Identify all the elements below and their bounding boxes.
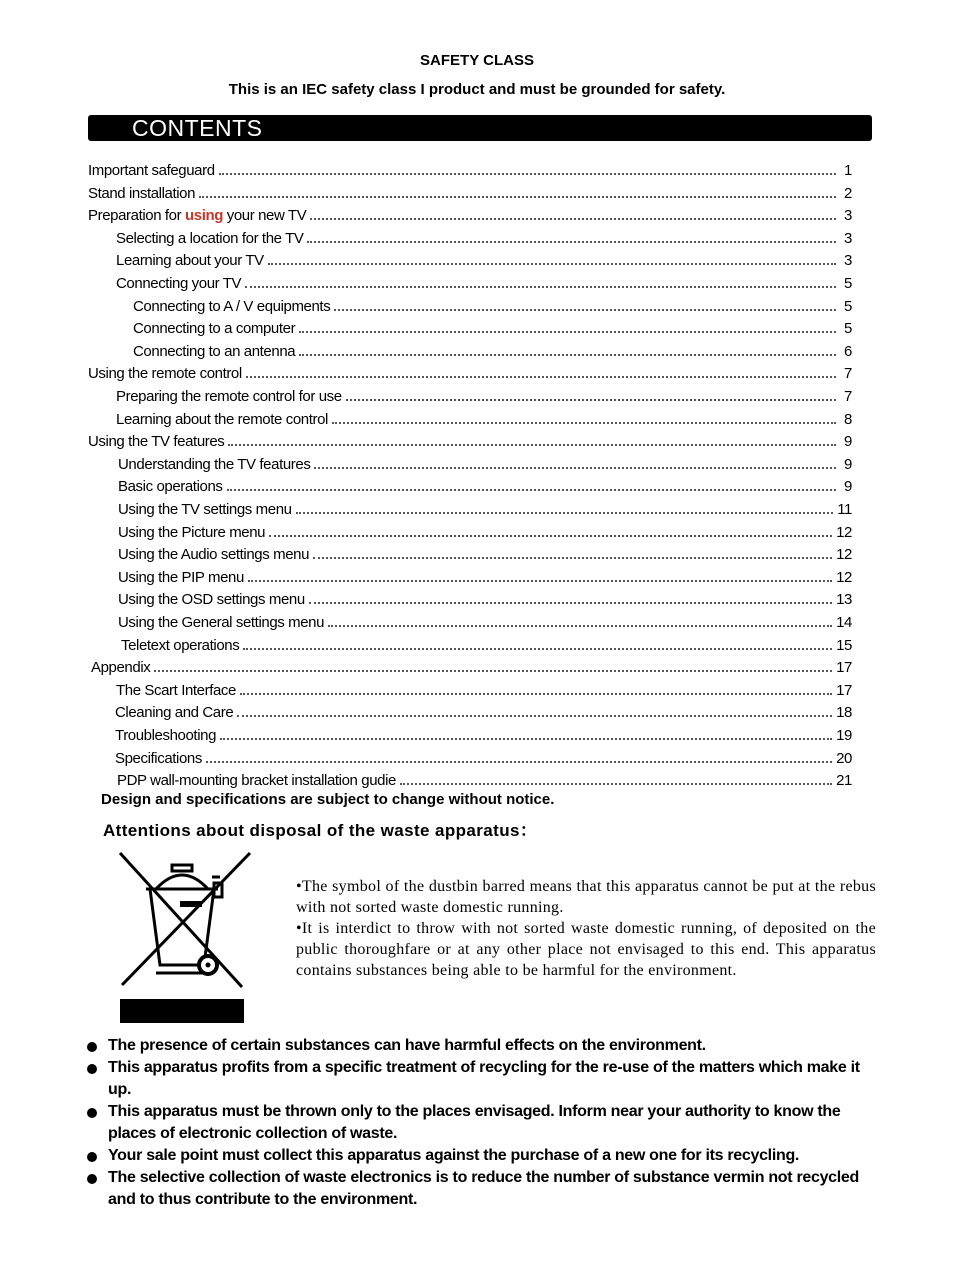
- disposal-description: [296, 876, 876, 981]
- toc-leader-dots: [334, 309, 836, 311]
- toc-row[interactable]: [115, 704, 852, 726]
- toc-leader-dots: [237, 715, 832, 717]
- toc-leader-dots: [206, 761, 832, 763]
- toc-label: Important safeguard: [88, 162, 215, 179]
- toc-label: Using the Audio settings menu: [118, 546, 310, 564]
- toc-page-number: 21: [836, 772, 852, 790]
- toc-label: Connecting to a computer: [133, 320, 296, 338]
- toc-label: Using the Picture menu: [118, 523, 266, 541]
- toc-leader-dots: [299, 331, 836, 333]
- toc-page-number: 15: [836, 636, 852, 654]
- toc-leader-dots: [245, 286, 836, 288]
- list-item: [86, 1167, 886, 1211]
- toc-label: Using the General settings menu: [118, 614, 325, 631]
- toc-label-highlight: using: [185, 207, 223, 225]
- toc-label: Cleaning and Care: [115, 704, 234, 722]
- toc-page-number: 17: [836, 681, 852, 699]
- toc-page-number: 5: [844, 275, 852, 292]
- toc-page-number: 19: [836, 727, 852, 744]
- bullet-text: This apparatus must be thrown only to the places envisaged. Inform near your authority to know the places of electronic collection of waste.: [108, 1103, 841, 1142]
- toc-label-part: your new TV: [223, 207, 307, 225]
- toc-leader-dots: [346, 399, 836, 401]
- toc-label: Using the remote control: [88, 365, 242, 383]
- toc-row[interactable]: [88, 365, 852, 387]
- toc-label: Teletext operations: [121, 636, 240, 654]
- toc-page-number: 5: [844, 297, 852, 315]
- toc-page-number: 14: [836, 614, 852, 631]
- toc-page-number: 3: [844, 252, 852, 270]
- toc-label: Using the TV features: [88, 433, 225, 451]
- toc-page-number: 11: [837, 501, 852, 518]
- toc-leader-dots: [219, 173, 836, 175]
- toc-leader-dots: [199, 196, 836, 198]
- toc-leader-dots: [246, 376, 836, 378]
- toc-label: Understanding the TV features: [118, 455, 311, 473]
- specifications-notice: Design and specifications are subject to change without notice.: [101, 791, 555, 808]
- toc-label: Preparing the remote control for use: [116, 388, 342, 405]
- toc-label: The Scart Interface: [116, 681, 236, 699]
- toc-row[interactable]: [133, 343, 852, 365]
- toc-label: Connecting your TV: [116, 275, 242, 292]
- toc-row[interactable]: [88, 207, 852, 229]
- toc-row[interactable]: [115, 727, 852, 749]
- toc-page-number: 9: [844, 433, 852, 451]
- toc-leader-dots: [243, 648, 832, 650]
- list-item: [86, 1101, 886, 1145]
- toc-row[interactable]: [88, 185, 852, 207]
- disposal-paragraph: •It is interdict to throw with not sorted waste domestic running, of deposited on the public thoroughfare or at any other place not envisaged to this end. This apparatus contains substances being able to be harmful for the environment.: [296, 920, 876, 979]
- toc-row[interactable]: [118, 546, 852, 568]
- list-item: [86, 1035, 886, 1057]
- toc-page-number: 12: [836, 546, 852, 564]
- toc-page-number: 7: [844, 365, 852, 383]
- toc-page-number: 18: [836, 704, 852, 722]
- toc-leader-dots: [268, 263, 836, 265]
- toc-label: Learning about your TV: [116, 252, 264, 270]
- bullet-text: Your sale point must collect this apparatus against the purchase of a new one for its recycling.: [108, 1147, 800, 1164]
- bullet-dot-icon: [87, 1042, 97, 1052]
- toc-row[interactable]: [118, 478, 852, 500]
- bullet-dot-icon: [87, 1152, 97, 1162]
- bullet-dot-icon: [87, 1174, 97, 1184]
- toc-label: Connecting to an antenna: [133, 342, 296, 360]
- toc-leader-dots: [240, 693, 832, 695]
- toc-label: Troubleshooting: [115, 727, 217, 744]
- toc-leader-dots: [328, 625, 832, 627]
- toc-label: Learning about the remote control: [116, 410, 328, 428]
- bullet-text: The selective collection of waste electronics is to reduce the number of substance vermin not recycled and to thus contribute to the environment.: [108, 1169, 859, 1208]
- toc-row[interactable]: [118, 456, 852, 478]
- toc-row[interactable]: [118, 614, 852, 636]
- bullet-text: This apparatus profits from a specific treatment of recycling for the re-use of the matters which make it up.: [108, 1059, 860, 1098]
- contents-header-bar: [88, 115, 872, 141]
- toc-row[interactable]: [115, 750, 852, 772]
- toc-leader-dots: [310, 218, 836, 220]
- toc-row[interactable]: [88, 162, 852, 184]
- toc-label: Appendix: [91, 659, 151, 677]
- toc-label: Stand installation: [88, 184, 196, 202]
- toc-leader-dots: [400, 783, 832, 785]
- toc-label-part: Preparation for: [88, 207, 185, 225]
- toc-page-number: 5: [844, 320, 852, 338]
- toc-page-number: 17: [836, 659, 852, 677]
- toc-leader-dots: [269, 535, 832, 537]
- toc-page-number: 12: [836, 568, 852, 586]
- toc-leader-dots: [332, 422, 836, 424]
- toc-label: Selecting a location for the TV: [116, 229, 304, 247]
- toc-row[interactable]: [91, 659, 852, 681]
- toc-label: Using the PIP menu: [118, 568, 244, 586]
- toc-page-number: 8: [844, 410, 852, 428]
- crossed-out-wheelie-bin-icon: [112, 847, 252, 1025]
- toc-row[interactable]: [118, 591, 852, 613]
- toc-leader-dots: [314, 467, 836, 469]
- toc-page-number: 12: [836, 523, 852, 541]
- toc-label: Basic operations: [118, 478, 223, 496]
- toc-leader-dots: [299, 354, 836, 356]
- toc-page-number: 3: [844, 229, 852, 247]
- toc-leader-dots: [309, 602, 832, 604]
- toc-leader-dots: [313, 557, 832, 559]
- toc-page-number: 6: [844, 342, 852, 360]
- toc-page-number: 3: [844, 207, 852, 225]
- toc-label: PDP wall-mounting bracket installation gudie: [117, 772, 396, 790]
- toc-page-number: 7: [844, 388, 852, 405]
- list-item: [86, 1057, 886, 1101]
- toc-row[interactable]: [133, 298, 852, 320]
- toc-row[interactable]: [116, 411, 852, 433]
- toc-page-number: 13: [836, 591, 852, 609]
- toc-row[interactable]: [121, 637, 852, 659]
- safety-class-title: SAFETY CLASS: [420, 52, 534, 69]
- toc-leader-dots: [227, 489, 837, 491]
- toc-label: Specifications: [115, 749, 202, 767]
- toc-row[interactable]: [118, 569, 852, 591]
- toc-leader-dots: [307, 241, 836, 243]
- toc-leader-dots: [220, 738, 832, 740]
- bullet-dot-icon: [87, 1108, 97, 1118]
- toc-label: [88, 207, 306, 224]
- toc-row[interactable]: [116, 388, 852, 410]
- toc-page-number: 9: [844, 478, 852, 496]
- disposal-paragraph: •The symbol of the dustbin barred means that this apparatus cannot be put at the rebus with not sorted waste domestic running.: [296, 878, 876, 916]
- toc-leader-dots: [248, 580, 832, 582]
- toc-page-number: 1: [844, 162, 852, 179]
- bullet-dot-icon: [87, 1064, 97, 1074]
- toc-row[interactable]: [116, 252, 852, 274]
- toc-leader-dots: [228, 444, 836, 446]
- toc-row[interactable]: [116, 230, 852, 252]
- list-item: [86, 1145, 886, 1167]
- toc-leader-dots: [296, 512, 834, 514]
- toc-page-number: 2: [844, 184, 852, 202]
- toc-label: Using the TV settings menu: [118, 501, 292, 518]
- toc-row[interactable]: [88, 433, 852, 455]
- safety-class-text: This is an IEC safety class I product and must be grounded for safety.: [228, 81, 726, 98]
- contents-title: CONTENTS: [132, 115, 263, 141]
- toc-page-number: 20: [836, 749, 852, 767]
- toc-leader-dots: [154, 670, 832, 672]
- toc-row[interactable]: [116, 682, 852, 704]
- toc-page-number: 9: [844, 455, 852, 473]
- disposal-heading: Attentions about disposal of the waste apparatus：: [103, 821, 538, 840]
- toc-label: Using the OSD settings menu: [118, 591, 305, 609]
- bullet-text: The presence of certain substances can have harmful effects on the environment.: [108, 1037, 706, 1054]
- toc-row[interactable]: [118, 501, 852, 523]
- environment-bullet-list: [86, 1035, 886, 1211]
- toc-row[interactable]: [133, 320, 852, 342]
- toc-row[interactable]: [116, 275, 852, 297]
- toc-row[interactable]: [118, 524, 852, 546]
- toc-label: Connecting to A / V equipments: [133, 297, 331, 315]
